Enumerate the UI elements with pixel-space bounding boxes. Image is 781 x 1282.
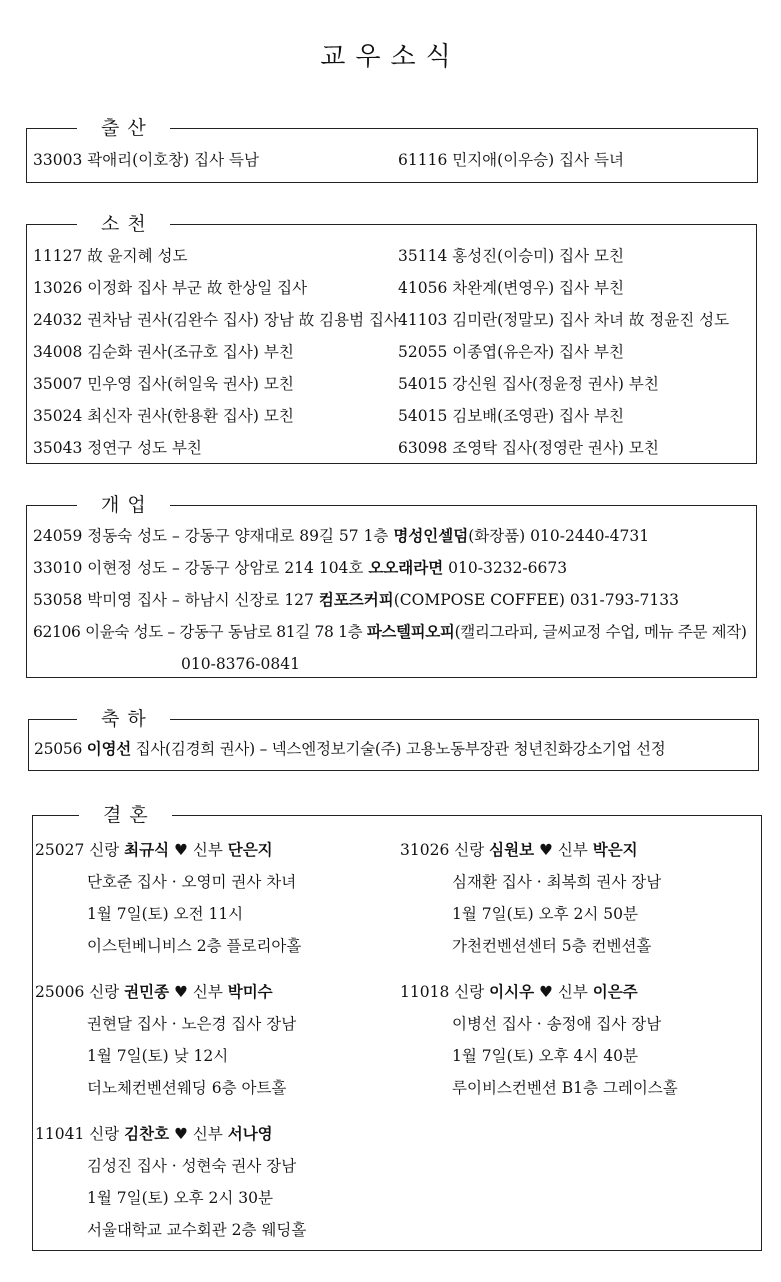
business-item: 53058 박미영 집사 – 하남시 신장로 127 컴포즈커피(COMPOSE COFFEE) 031-793-7133 [33, 590, 679, 609]
wedding-venue: 이스턴베니비스 2층 플로리아홀 [87, 937, 302, 955]
death-item: 13026 이정화 집사 부군 故 한상일 집사 [33, 279, 308, 297]
business-name: 오오래라면 [368, 558, 444, 577]
wedding-couple: 25027 신랑 최규식 ♥ 신부 단은지 [35, 840, 273, 859]
business-item: 33010 이현정 성도 – 강동구 상암로 214 104호 오오래라면 010-3232-6673 [33, 558, 568, 577]
death-item: 35024 최신자 권사(한용환 집사) 모친 [33, 407, 294, 425]
wedding-venue: 더노체컨벤션웨딩 6층 아트홀 [87, 1079, 287, 1097]
heart-icon: ♥ [539, 982, 553, 1001]
business-name: 파스텔피오피 [366, 622, 455, 641]
business-item: 62106 이윤숙 성도 – 강동구 동남로 81길 78 1층 파스텔피오피(캘리그라피, 글씨교정 수업, 메뉴 주문 제작) [33, 622, 747, 641]
wedding-couple: 11041 신랑 김찬호 ♥ 신부 서나영 [35, 1124, 273, 1143]
birth-section [26, 117, 758, 183]
page-title: 교우소식 [320, 42, 461, 72]
death-heading: 소천 [77, 211, 170, 237]
heart-icon: ♥ [539, 840, 553, 859]
wedding-parents: 심재환 집사 · 최복희 권사 장남 [452, 873, 662, 891]
wedding-venue: 가천컨벤션센터 5층 컨벤션홀 [452, 937, 652, 955]
wedding-parents: 김성진 집사 · 성현숙 권사 장남 [87, 1157, 297, 1175]
death-item: 63098 조영탁 집사(정영란 권사) 모친 [398, 439, 659, 457]
business-section [26, 494, 757, 678]
wedding-datetime: 1월 7일(토) 낮 12시 [87, 1047, 229, 1065]
death-item: 24032 권차남 권사(김완수 집사) 장남 故 김용범 집사 [33, 311, 399, 329]
business-item: 24059 정동숙 성도 – 강동구 양재대로 89길 57 1층 명성인셀덤(화장품) 010-2440-4731 [33, 526, 650, 545]
birth-item: 33003 곽애리(이호창) 집사 득남 [33, 151, 259, 169]
wedding-couple: 25006 신랑 권민종 ♥ 신부 박미수 [35, 982, 273, 1001]
wedding-couple: 31026 신랑 심원보 ♥ 신부 박은지 [400, 840, 638, 859]
wedding-datetime: 1월 7일(토) 오후 2시 50분 [452, 905, 638, 923]
death-section [26, 213, 757, 464]
wedding-datetime: 1월 7일(토) 오전 11시 [87, 905, 244, 923]
wedding-datetime: 1월 7일(토) 오후 4시 40분 [452, 1047, 638, 1065]
congrats-heading: 축하 [77, 706, 170, 732]
birth-heading: 출산 [77, 115, 170, 141]
business-heading: 개업 [77, 492, 170, 518]
death-item: 54015 김보배(조영관) 집사 부친 [398, 407, 624, 425]
death-item: 34008 김순화 권사(조규호 집사) 부친 [33, 343, 294, 361]
heart-icon: ♥ [174, 982, 188, 1001]
wedding-datetime: 1월 7일(토) 오후 2시 30분 [87, 1189, 273, 1207]
heart-icon: ♥ [174, 840, 188, 859]
birth-item: 61116 민지애(이우승) 집사 득녀 [398, 151, 624, 169]
death-item: 35043 정연구 성도 부친 [33, 439, 202, 457]
congrats-item: 25056 이영선 집사(김경희 권사) – 넥스엔정보기술(주) 고용노동부장관 청년친화강소기업 선정 [34, 739, 666, 758]
wedding-parents: 단호준 집사 · 오영미 권사 차녀 [87, 873, 297, 891]
death-item: 35114 홍성진(이승미) 집사 모친 [398, 247, 624, 265]
wedding-venue: 서울대학교 교수회관 2층 웨딩홀 [87, 1221, 307, 1239]
wedding-heading: 결혼 [79, 802, 172, 828]
death-item: 52055 이종엽(유은자) 집사 부친 [398, 343, 624, 361]
wedding-parents: 이병선 집사 · 송정애 집사 장남 [452, 1015, 662, 1033]
congrats-section [28, 708, 759, 771]
wedding-section [32, 804, 762, 1251]
business-name: 명성인셀덤 [393, 526, 469, 545]
death-item: 35007 민우영 집사(허일욱 권사) 모친 [33, 375, 294, 393]
business-phone: 010-8376-0841 [181, 655, 300, 673]
death-item: 41103 김미란(정말모) 집사 차녀 故 정윤진 성도 [398, 311, 730, 329]
death-item: 11127 故 윤지혜 성도 [33, 247, 188, 265]
congrats-name: 이영선 [86, 739, 131, 758]
death-item: 54015 강신원 집사(정윤정 권사) 부친 [398, 375, 659, 393]
death-item: 41056 차완계(변영우) 집사 부친 [398, 279, 624, 297]
wedding-venue: 루이비스컨벤션 B1층 그레이스홀 [452, 1079, 678, 1097]
business-name: 컴포즈커피 [318, 590, 394, 609]
heart-icon: ♥ [174, 1124, 188, 1143]
wedding-couple: 11018 신랑 이시우 ♥ 신부 이은주 [400, 982, 638, 1001]
wedding-parents: 권현달 집사 · 노은경 집사 장남 [87, 1015, 297, 1033]
